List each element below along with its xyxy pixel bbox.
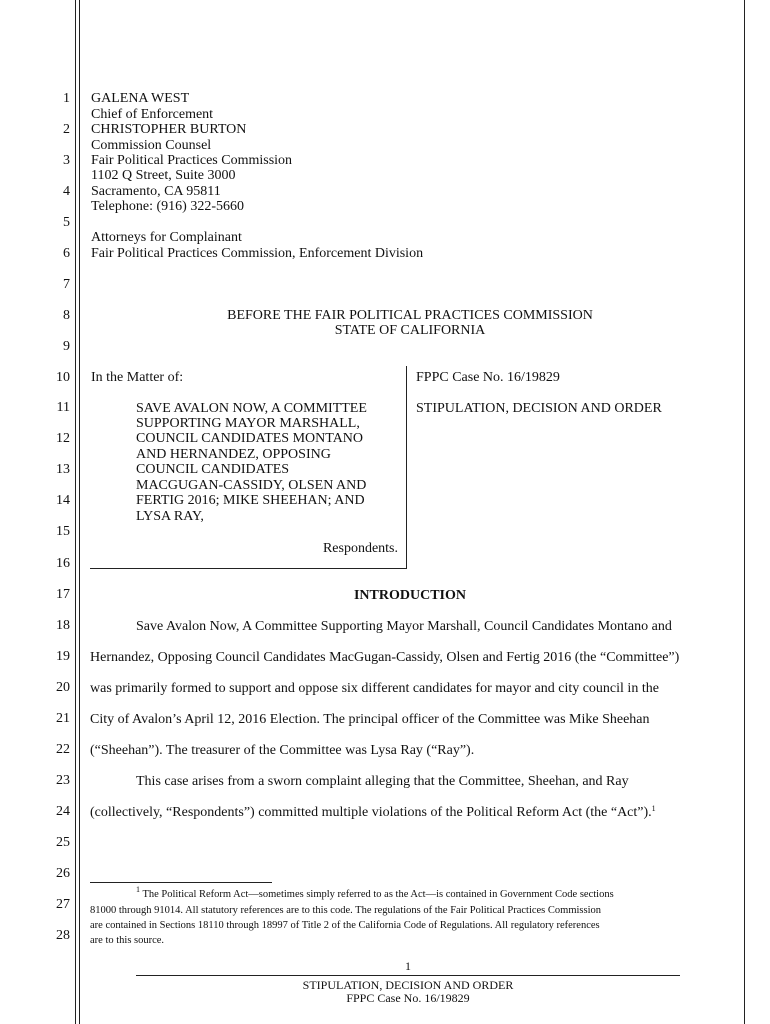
line-number: 10 [56,370,70,385]
line-number: 3 [63,153,70,168]
case-number: FPPC Case No. 16/19829 [416,370,560,385]
body-line: City of Avalon’s April 12, 2016 Election. The principal officer of the Committee was Mike Sheehan [90,712,650,727]
attorneys-for-line: Fair Political Practices Commission, Enforcement Division [91,246,424,261]
attorney-line: 1102 Q Street, Suite 3000 [91,168,236,183]
respondent-line: COUNCIL CANDIDATES MONTANO [136,431,364,446]
line-number: 19 [56,649,70,664]
attorney-line: GALENA WEST [91,91,190,106]
line-number: 5 [63,215,70,230]
document-type: STIPULATION, DECISION AND ORDER [416,401,662,416]
line-number: 9 [63,339,70,354]
attorney-line: Commission Counsel [91,138,212,153]
footnote-line: 81000 through 91014. All statutory references are to this code. The regulations of the Fair Political Practices Commission [90,905,601,916]
line-number: 27 [56,897,70,912]
attorneys-for-line: Attorneys for Complainant [91,230,242,245]
line-number: 26 [56,866,70,881]
attorney-line: Fair Political Practices Commission [91,153,293,168]
line-number: 15 [56,524,70,539]
body-line: This case arises from a sworn complaint alleging that the Committee, Sheehan, and Ray [136,774,629,789]
court-heading-line-2: STATE OF CALIFORNIA [334,323,486,338]
line-number: 8 [63,308,70,323]
attorney-line: Chief of Enforcement [91,107,214,122]
line-number: 12 [56,431,70,446]
line-number: 20 [56,680,70,695]
section-heading: INTRODUCTION [353,588,466,603]
caption-divider [406,366,407,568]
court-heading-line-1: BEFORE THE FAIR POLITICAL PRACTICES COMMISSION [227,308,593,323]
caption-underline [90,568,407,569]
footnote-line: are contained in Sections 18110 through 18997 of Title 2 of the California Code of Regulations. All regulatory references [90,920,600,931]
line-number: 28 [56,928,70,943]
respondent-line: COUNCIL CANDIDATES [136,462,290,477]
line-number: 2 [63,122,70,137]
right-margin-rule [744,0,745,1024]
line-number: 14 [56,493,70,508]
attorney-line: Sacramento, CA 95811 [91,184,221,199]
line-number: 16 [56,556,70,571]
line-number: 7 [63,277,70,292]
line-number: 21 [56,711,70,726]
respondent-line: FERTIG 2016; MIKE SHEEHAN; AND [136,493,365,508]
respondents-label: Respondents. [322,541,398,556]
footnote-text: The Political Reform Act—sometimes simply referred to as the Act—is contained in Government Code sections [142,889,614,900]
line-number: 22 [56,742,70,757]
footer-title: STIPULATION, DECISION AND ORDER [302,978,514,992]
footnote-separator [90,882,272,883]
page-number: 1 [405,959,411,973]
attorney-line: CHRISTOPHER BURTON [91,122,247,137]
footnote-line [136,885,614,901]
body-line: (“Sheehan”). The treasurer of the Committee was Lysa Ray (“Ray”). [90,743,475,758]
line-number: 25 [56,835,70,850]
line-number: 4 [63,184,70,199]
footnote-line: are to this source. [90,935,165,946]
left-margin-rule-1 [75,0,76,1024]
respondent-line: SUPPORTING MAYOR MARSHALL, [136,416,360,431]
line-number: 17 [56,587,70,602]
footer-rule [136,975,680,976]
footer-case: FPPC Case No. 16/19829 [346,991,470,1005]
line-number: 1 [63,91,70,106]
left-margin-rule-2 [79,0,80,1024]
attorney-line: Telephone: (916) 322-5660 [91,199,244,214]
respondent-line: LYSA RAY, [136,509,204,524]
line-number: 13 [56,462,70,477]
footnote-ref[interactable]: 1 [651,804,656,813]
body-line: was primarily formed to support and oppose six different candidates for mayor and city council in the [90,681,659,696]
footnote-marker: 1 [136,885,140,894]
line-number: 11 [56,400,70,415]
line-number: 18 [56,618,70,633]
body-text: (collectively, “Respondents”) committed multiple violations of the Political Reform Act (the “Act”). [90,805,652,820]
respondent-line: SAVE AVALON NOW, A COMMITTEE [136,401,367,416]
line-number: 24 [56,804,70,819]
respondent-line: AND HERNANDEZ, OPPOSING [136,447,331,462]
line-number: 6 [63,246,70,261]
line-number: 23 [56,773,70,788]
respondent-line: MACGUGAN-CASSIDY, OLSEN AND [136,478,367,493]
body-line: Save Avalon Now, A Committee Supporting Mayor Marshall, Council Candidates Montano and [136,619,672,634]
body-line: Hernandez, Opposing Council Candidates MacGugan-Cassidy, Olsen and Fertig 2016 (the “Committee”) [90,650,680,665]
body-line [90,805,656,821]
in-the-matter-label: In the Matter of: [91,370,184,385]
